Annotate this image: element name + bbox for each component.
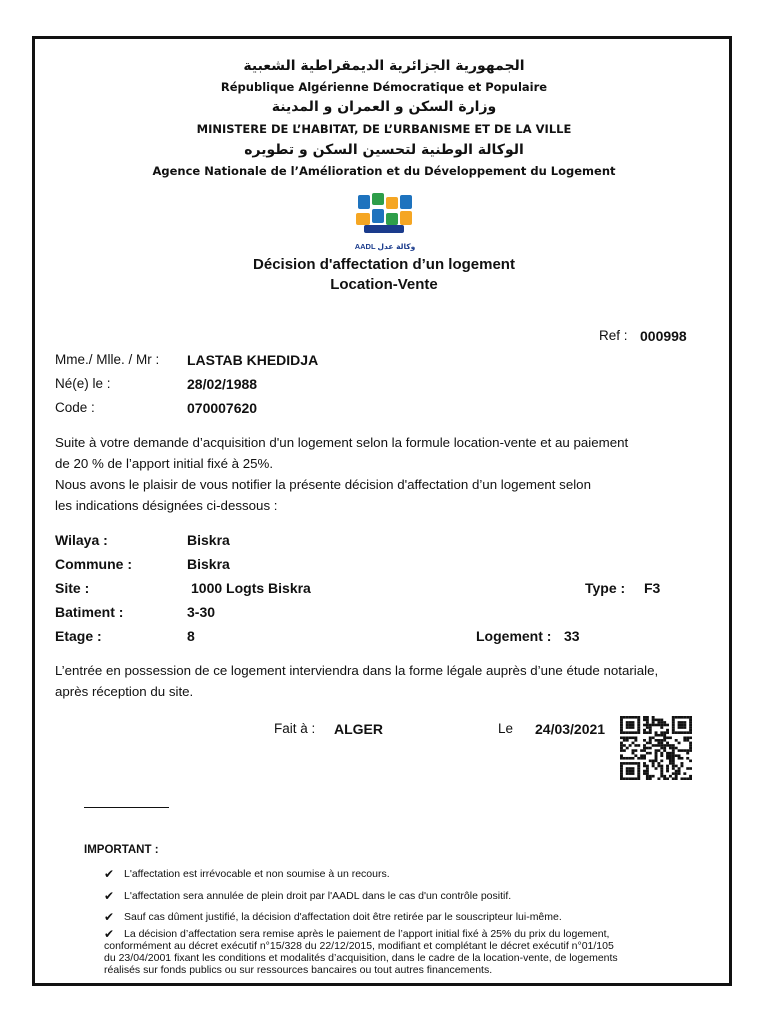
code-value: 070007620: [187, 400, 258, 416]
important-item-4-line-2: conformément au décret exécutif n°15/328 du 22/12/2015, modifiant et complétant le décret exécutif n°01/105: [104, 940, 614, 952]
arabic-agency-title: الوكالة الوطنية لتحسين السكن و تطويره: [244, 142, 524, 158]
important-item-3: Sauf cas dûment justifié, la décision d'affectation doit être retirée par le souscripteur lui-même.: [124, 911, 562, 923]
le-label: Le: [498, 721, 514, 736]
check-icon: ✔: [104, 910, 115, 924]
decision-subtitle: Location-Vente: [330, 276, 438, 293]
fait-label: Fait à :: [274, 721, 316, 736]
important-title: IMPORTANT :: [84, 844, 159, 856]
site-value: 1000 Logts Biskra: [191, 580, 311, 596]
type-label: Type :: [585, 580, 626, 596]
possession-line-2: après réception du site.: [55, 684, 194, 699]
possession-line-1: L’entrée en possession de ce logement interviendra dans la forme légale auprès d’une étude notariale,: [55, 663, 659, 678]
intro-line-2: de 20 % de l’apport initial fixé à 25%.: [55, 456, 274, 471]
logo-text-arabic: وكالة عدل: [377, 242, 416, 251]
batiment-value: 3-30: [187, 604, 216, 620]
arabic-ministry-title: وزارة السكن و العمران و المدينة: [271, 99, 497, 115]
name-label: Mme./ Mlle. / Mr :: [55, 352, 160, 367]
footnote-divider: [84, 807, 169, 808]
site-label: Site :: [55, 580, 90, 596]
wilaya-label: Wilaya :: [55, 532, 108, 548]
important-item-4-line-4: réalisés sur fonds publics ou sur ressources bancaires ou tout autres financements.: [104, 964, 493, 976]
birth-value: 28/02/1988: [187, 376, 258, 392]
fait-value: ALGER: [334, 721, 383, 737]
commune-label: Commune :: [55, 556, 132, 572]
name-value: LASTAB KHEDIDJA: [187, 352, 319, 368]
logement-label: Logement :: [476, 628, 552, 644]
important-item-4-line-3: du 23/04/2001 fixant les conditions et modalités d’acquisition, dans le cadre de la location-vente, de logements: [104, 952, 618, 964]
aadl-logo-mark-icon: [354, 193, 416, 237]
aadl-logo: [354, 193, 416, 249]
check-icon: ✔: [104, 927, 115, 941]
wilaya-value: Biskra: [187, 532, 230, 548]
etage-value: 8: [187, 628, 195, 644]
birth-label: Né(e) le :: [55, 376, 111, 391]
french-ministry-title: MINISTERE DE L’HABITAT, DE L’URBANISME ET DE LA VILLE: [196, 122, 572, 136]
etage-label: Etage :: [55, 628, 102, 644]
logo-text-latin: AADL: [354, 242, 376, 251]
code-label: Code :: [55, 400, 95, 415]
batiment-label: Batiment :: [55, 604, 124, 620]
check-icon: ✔: [104, 889, 115, 903]
check-icon: ✔: [104, 867, 115, 881]
ref-label: Ref :: [599, 328, 628, 343]
intro-line-1: Suite à votre demande d’acquisition d'un logement selon la formule location-vente et au paiement: [55, 435, 629, 450]
arabic-republic-title: الجمهورية الجزائرية الديمقراطية الشعبية: [243, 58, 525, 74]
logement-value: 33: [564, 628, 580, 644]
french-republic-title: République Algérienne Démocratique et Populaire: [220, 80, 548, 94]
decision-title: Décision d'affectation d’un logement: [253, 256, 515, 273]
french-agency-title: Agence Nationale de l’Amélioration et du Développement du Logement: [152, 164, 616, 178]
intro-line-4: les indications désignées ci-dessous :: [55, 498, 278, 513]
intro-line-3: Nous avons le plaisir de vous notifier la présente décision d'affectation d’un logement selon: [55, 477, 591, 492]
type-value: F3: [644, 580, 661, 596]
le-value: 24/03/2021: [535, 721, 606, 737]
important-item-2: L'affectation sera annulée de plein droit par l'AADL dans le cas d'un contrôle positif.: [124, 890, 512, 902]
ref-value: 000998: [640, 328, 687, 344]
commune-value: Biskra: [187, 556, 230, 572]
qr-code-icon: [620, 716, 692, 780]
important-item-4-line-1: La décision d’affectation sera remise après le paiement de l’apport initial fixé à 25% du prix du logement,: [124, 928, 610, 940]
important-item-1: L'affectation est irrévocable et non soumise à un recours.: [124, 868, 390, 880]
